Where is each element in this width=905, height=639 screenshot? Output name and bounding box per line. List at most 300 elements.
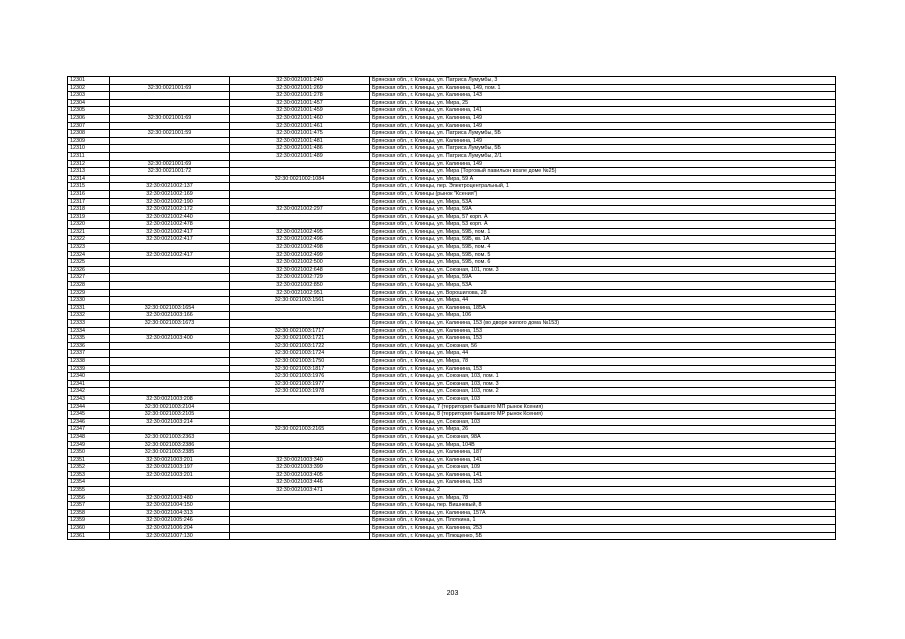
table-row — [68, 380, 836, 388]
cell-parent-cadastral-number: 32:30:0021001:69 — [110, 160, 230, 168]
table-row — [68, 357, 836, 365]
cell-record-number: 12301 — [68, 77, 110, 85]
cell-cadastral-number: 32:30:0021003:1561 — [230, 297, 370, 305]
cell-parent-cadastral-number — [110, 122, 230, 130]
cell-address: Брянская обл., г. Клинцы, ул. Союзная, 98А — [370, 433, 836, 441]
cell-cadastral-number — [230, 320, 370, 328]
table-row — [68, 449, 836, 457]
cell-parent-cadastral-number: 32:30:0021002:417 — [110, 236, 230, 244]
cell-cadastral-number: 32:30:0021003:1817 — [230, 365, 370, 373]
cell-cadastral-number — [230, 198, 370, 206]
table-row — [68, 395, 836, 403]
cell-parent-cadastral-number: 32:30:0021003:2386 — [110, 441, 230, 449]
cell-record-number: 12324 — [68, 251, 110, 259]
cell-cadastral-number: 32:30:0021003:1976 — [230, 373, 370, 381]
cell-parent-cadastral-number: 32:30:0021003:1654 — [110, 304, 230, 312]
cell-record-number: 12304 — [68, 99, 110, 107]
cell-parent-cadastral-number: 32:30:0021002:478 — [110, 221, 230, 229]
cell-address: Брянская обл., г. Клинцы, ул. Мира, 53А — [370, 198, 836, 206]
table-row — [68, 236, 836, 244]
cell-record-number: 12336 — [68, 342, 110, 350]
cell-address: Брянская обл., г. Клинцы, ул. Мира, 53А — [370, 282, 836, 290]
cell-record-number: 12307 — [68, 122, 110, 130]
cell-cadastral-number — [230, 418, 370, 426]
cell-address: Брянская обл., г. Клинцы, ул. Союзная, 109 — [370, 464, 836, 472]
cell-cadastral-number: 32:30:0021002:729 — [230, 274, 370, 282]
table-row — [68, 92, 836, 100]
cell-parent-cadastral-number — [110, 92, 230, 100]
table-row — [68, 411, 836, 419]
table-row — [68, 304, 836, 312]
cell-parent-cadastral-number: 32:30:0021003:201 — [110, 471, 230, 479]
table-row — [68, 312, 836, 320]
cell-address: Брянская обл., г. Клинцы, ул. Союзная, 103 — [370, 395, 836, 403]
cell-cadastral-number: 32:30:0021001:461 — [230, 122, 370, 130]
table-row — [68, 198, 836, 206]
cell-address: Брянская обл., г. Клинцы, ул. Мира, 59Б, пом. 5 — [370, 251, 836, 259]
cell-address: Брянская обл., г. Клинцы, 7 (территория бывшего МП рынок Ксения) — [370, 403, 836, 411]
cell-record-number: 12360 — [68, 525, 110, 533]
cell-cadastral-number: 32:30:0021001:459 — [230, 107, 370, 115]
cell-parent-cadastral-number: 32:30:0021004:313 — [110, 509, 230, 517]
cell-record-number: 12326 — [68, 266, 110, 274]
cell-address: Брянская обл., г. Клинцы, пер. Электроцентральный, 1 — [370, 183, 836, 191]
cell-parent-cadastral-number: 32:30:0021003:197 — [110, 464, 230, 472]
cell-record-number: 12334 — [68, 327, 110, 335]
cell-parent-cadastral-number: 32:30:0021003:2385 — [110, 449, 230, 457]
cell-cadastral-number: 32:30:0021003:405 — [230, 471, 370, 479]
cell-parent-cadastral-number: 32:30:0021003:480 — [110, 494, 230, 502]
cell-parent-cadastral-number: 32:30:0021003:166 — [110, 312, 230, 320]
cell-cadastral-number: 32:30:0021003:446 — [230, 479, 370, 487]
cell-address: Брянская обл., г. Клинцы, ул. Патриса Лумумбы, 3 — [370, 77, 836, 85]
table-row — [68, 335, 836, 343]
table-row — [68, 175, 836, 183]
cell-parent-cadastral-number — [110, 388, 230, 396]
cell-record-number: 12317 — [68, 198, 110, 206]
cell-record-number: 12337 — [68, 350, 110, 358]
cell-address: Брянская обл., г. Клинцы, ул. Мира, 78 — [370, 494, 836, 502]
cell-address: Брянская обл., г. Клинцы, ул. Мира, 59Б, пом. 1 — [370, 228, 836, 236]
cell-parent-cadastral-number — [110, 350, 230, 358]
cell-parent-cadastral-number — [110, 380, 230, 388]
cell-address: Брянская обл., г. Клинцы, ул. Мира, 59А — [370, 274, 836, 282]
table-row — [68, 160, 836, 168]
cell-address: Брянская обл., г. Клинцы, ул. Союзная, 101, пом. 3 — [370, 266, 836, 274]
cell-parent-cadastral-number — [110, 152, 230, 160]
cell-cadastral-number: 32:30:0021003:1717 — [230, 327, 370, 335]
cell-cadastral-number — [230, 395, 370, 403]
cell-record-number: 12319 — [68, 213, 110, 221]
table-row — [68, 525, 836, 533]
cell-cadastral-number: 32:30:0021001:278 — [230, 92, 370, 100]
cell-address: Брянская обл., г. Клинцы, ул. Калинина, 187 — [370, 449, 836, 457]
cell-address: Брянская обл., г. Клинцы, ул. Ворошилова, 28 — [370, 289, 836, 297]
cell-address: Брянская обл., г. Клинцы, ул. Калинина, 153 — [370, 479, 836, 487]
cell-address: Брянская обл., г. Клинцы, пер. Вишневый, 8 — [370, 502, 836, 510]
cell-cadastral-number: 32:30:0021003:2165 — [230, 426, 370, 434]
table-row — [68, 183, 836, 191]
cell-address: Брянская обл., г. Клинцы, ул. Калинина, 153 — [370, 327, 836, 335]
cell-address: Брянская обл., г. Клинцы, ул. Мира, 25 — [370, 99, 836, 107]
table-row — [68, 152, 836, 160]
table-row — [68, 274, 836, 282]
table-row — [68, 327, 836, 335]
table-row — [68, 122, 836, 130]
cell-parent-cadastral-number — [110, 373, 230, 381]
cell-parent-cadastral-number — [110, 297, 230, 305]
cell-cadastral-number — [230, 532, 370, 540]
cell-record-number: 12309 — [68, 137, 110, 145]
cell-address: Брянская обл., г. Клинцы, ул. Калинина, 185А — [370, 304, 836, 312]
cell-cadastral-number: 32:30:0021002:850 — [230, 282, 370, 290]
cell-record-number: 12328 — [68, 282, 110, 290]
cell-address: Брянская обл., г. Клинцы, ул. Калинина, 149 — [370, 137, 836, 145]
cell-record-number: 12346 — [68, 418, 110, 426]
cell-address: Брянская обл., г. Клинцы, ул. Калинина, 141 — [370, 471, 836, 479]
table-row — [68, 168, 836, 176]
cell-cadastral-number: 32:30:0021001:457 — [230, 99, 370, 107]
cell-parent-cadastral-number: 32:30:0021002:137 — [110, 183, 230, 191]
table-row — [68, 266, 836, 274]
cell-address: Брянская обл., г. Клинцы, ул. Калинина, 143 — [370, 92, 836, 100]
table-row — [68, 244, 836, 252]
cell-parent-cadastral-number: 32:30:0021003:400 — [110, 335, 230, 343]
cell-record-number: 12350 — [68, 449, 110, 457]
cell-address: Брянская обл., г. Клинцы, ул. Калинина, 141 — [370, 456, 836, 464]
cell-parent-cadastral-number: 32:30:0021003:2104 — [110, 403, 230, 411]
cell-parent-cadastral-number: 32:30:0021002:417 — [110, 251, 230, 259]
table-row — [68, 206, 836, 214]
cell-parent-cadastral-number — [110, 244, 230, 252]
cell-record-number: 12302 — [68, 84, 110, 92]
cell-parent-cadastral-number — [110, 289, 230, 297]
table-row — [68, 365, 836, 373]
cell-record-number: 12335 — [68, 335, 110, 343]
cell-parent-cadastral-number: 32:30:0021004:150 — [110, 502, 230, 510]
table-row — [68, 350, 836, 358]
table-row — [68, 99, 836, 107]
cell-address: Брянская обл., г. Клинцы, ул. Калинина, 157А — [370, 509, 836, 517]
table-row — [68, 494, 836, 502]
cell-address: Брянская обл., г. Клинцы, ул. Калинина, 149 — [370, 160, 836, 168]
cell-record-number: 12318 — [68, 206, 110, 214]
cell-address: Брянская обл., г. Клинцы, ул. Мира, 53 корп. А — [370, 221, 836, 229]
cell-record-number: 12356 — [68, 494, 110, 502]
cell-parent-cadastral-number — [110, 137, 230, 145]
cell-address: Брянская обл., г. Клинцы, ул. Союзная, 103 — [370, 418, 836, 426]
cell-cadastral-number: 32:30:0021001:269 — [230, 84, 370, 92]
cell-parent-cadastral-number — [110, 259, 230, 267]
cell-cadastral-number — [230, 509, 370, 517]
cell-cadastral-number: 32:30:0021001:489 — [230, 152, 370, 160]
table-row — [68, 130, 836, 138]
table-row — [68, 388, 836, 396]
cell-cadastral-number: 32:30:0021002:1084 — [230, 175, 370, 183]
cell-address: Брянская обл., г. Клинцы, ул. Плоткина, 1 — [370, 517, 836, 525]
cell-parent-cadastral-number: 32:30:0021003:208 — [110, 395, 230, 403]
table-row — [68, 251, 836, 259]
cell-address: Брянская обл., г. Клинцы, ул. Союзная, 103, пом. 3 — [370, 380, 836, 388]
cell-cadastral-number: 32:30:0021002:499 — [230, 251, 370, 259]
cell-record-number: 12320 — [68, 221, 110, 229]
cell-record-number: 12312 — [68, 160, 110, 168]
cell-record-number: 12342 — [68, 388, 110, 396]
cell-parent-cadastral-number: 32:30:0021007:130 — [110, 532, 230, 540]
registry-table-body — [68, 77, 836, 540]
cell-record-number: 12313 — [68, 168, 110, 176]
table-row — [68, 433, 836, 441]
cell-parent-cadastral-number: 32:30:0021001:72 — [110, 168, 230, 176]
table-row — [68, 487, 836, 495]
cell-address: Брянская обл., г. Клинцы, 2 — [370, 487, 836, 495]
cell-record-number: 12345 — [68, 411, 110, 419]
cell-record-number: 12310 — [68, 145, 110, 153]
cell-address: Брянская обл., г. Клинцы, ул. Мира, 59А — [370, 206, 836, 214]
cell-parent-cadastral-number: 32:30:0021003:201 — [110, 456, 230, 464]
table-row — [68, 84, 836, 92]
cell-record-number: 12341 — [68, 380, 110, 388]
cell-record-number: 12327 — [68, 274, 110, 282]
cell-cadastral-number — [230, 517, 370, 525]
cell-cadastral-number — [230, 502, 370, 510]
cell-parent-cadastral-number — [110, 327, 230, 335]
cell-record-number: 12354 — [68, 479, 110, 487]
cell-parent-cadastral-number — [110, 145, 230, 153]
table-row — [68, 479, 836, 487]
cell-cadastral-number — [230, 312, 370, 320]
cell-record-number: 12303 — [68, 92, 110, 100]
cell-address: Брянская обл., г. Клинцы, ул. Патриса Лумумбы, 2/1 — [370, 152, 836, 160]
registry-table — [67, 76, 836, 540]
cell-parent-cadastral-number — [110, 99, 230, 107]
cell-parent-cadastral-number: 32:30:0021002:190 — [110, 198, 230, 206]
table-row — [68, 289, 836, 297]
cell-address: Брянская обл., г. Клинцы, ул. Мира, 44 — [370, 297, 836, 305]
cell-cadastral-number: 32:30:0021003:1977 — [230, 380, 370, 388]
cell-cadastral-number — [230, 403, 370, 411]
cell-cadastral-number — [230, 525, 370, 533]
cell-cadastral-number: 32:30:0021002:496 — [230, 236, 370, 244]
cell-address: Брянская обл., г. Клинцы, ул. Калинина, 253 — [370, 525, 836, 533]
cell-record-number: 12331 — [68, 304, 110, 312]
cell-record-number: 12338 — [68, 357, 110, 365]
cell-cadastral-number — [230, 449, 370, 457]
table-row — [68, 320, 836, 328]
cell-address: Брянская обл., г. Клинцы, ул. Союзная, 103, пом. 2 — [370, 388, 836, 396]
table-row — [68, 213, 836, 221]
cell-record-number: 12329 — [68, 289, 110, 297]
cell-parent-cadastral-number: 32:30:0021006:204 — [110, 525, 230, 533]
cell-parent-cadastral-number: 32:30:0021005:246 — [110, 517, 230, 525]
cell-record-number: 12316 — [68, 190, 110, 198]
cell-cadastral-number — [230, 213, 370, 221]
table-row — [68, 259, 836, 267]
cell-cadastral-number: 32:30:0021003:1750 — [230, 357, 370, 365]
table-row — [68, 403, 836, 411]
table-row — [68, 342, 836, 350]
cell-cadastral-number: 32:30:0021002:648 — [230, 266, 370, 274]
cell-address: Брянская обл., г. Клинцы, ул. Мира, 59Б, пом. 4 — [370, 244, 836, 252]
cell-record-number: 12330 — [68, 297, 110, 305]
cell-address: Брянская обл., г. Клинцы, ул. Мира, 57 корп. А — [370, 213, 836, 221]
table-row — [68, 137, 836, 145]
cell-cadastral-number — [230, 304, 370, 312]
cell-cadastral-number — [230, 190, 370, 198]
cell-cadastral-number: 32:30:0021002:297 — [230, 206, 370, 214]
cell-record-number: 12315 — [68, 183, 110, 191]
cell-cadastral-number: 32:30:0021003:1721 — [230, 335, 370, 343]
cell-cadastral-number: 32:30:0021001:481 — [230, 137, 370, 145]
cell-cadastral-number — [230, 160, 370, 168]
cell-address: Брянская обл., г. Клинцы, ул. Калинина, 149, пом. 1 — [370, 84, 836, 92]
cell-address: Брянская обл., г. Клинцы, ул. Калинина, 153 (во дворе жилого дома №153) — [370, 320, 836, 328]
cell-record-number: 12344 — [68, 403, 110, 411]
table-row — [68, 509, 836, 517]
cell-record-number: 12325 — [68, 259, 110, 267]
cell-address: Брянская обл., г. Клинцы, ул. Мира (Торговый павильон возле доме №25) — [370, 168, 836, 176]
cell-parent-cadastral-number: 32:30:0021001:69 — [110, 114, 230, 122]
table-row — [68, 373, 836, 381]
table-row — [68, 441, 836, 449]
cell-cadastral-number — [230, 221, 370, 229]
cell-address: Брянская обл., г. Клинцы (рынок "Ксения") — [370, 190, 836, 198]
cell-record-number: 12357 — [68, 502, 110, 510]
cell-address: Брянская обл., г. Клинцы, ул. Мира, 26 — [370, 426, 836, 434]
cell-record-number: 12314 — [68, 175, 110, 183]
cell-cadastral-number — [230, 168, 370, 176]
cell-cadastral-number: 32:30:0021003:1978 — [230, 388, 370, 396]
cell-address: Брянская обл., г. Клинцы, ул. Мира, 59 А — [370, 175, 836, 183]
cell-address: Брянская обл., г. Клинцы, ул. Мира, 78 — [370, 357, 836, 365]
cell-record-number: 12332 — [68, 312, 110, 320]
cell-record-number: 12333 — [68, 320, 110, 328]
cell-record-number: 12359 — [68, 517, 110, 525]
cell-cadastral-number: 32:30:0021002:495 — [230, 228, 370, 236]
cell-address: Брянская обл., г. Клинцы, ул. Калинина, 153 — [370, 335, 836, 343]
cell-parent-cadastral-number: 32:30:0021001:69 — [110, 84, 230, 92]
cell-parent-cadastral-number: 32:30:0021002:440 — [110, 213, 230, 221]
cell-address: Брянская обл., г. Клинцы, ул. Патриса Лумумбы, 5Б — [370, 145, 836, 153]
cell-parent-cadastral-number: 32:30:0021003:2363 — [110, 433, 230, 441]
cell-cadastral-number: 32:30:0021003:1722 — [230, 342, 370, 350]
cell-parent-cadastral-number: 32:30:0021003:1673 — [110, 320, 230, 328]
cell-record-number: 12343 — [68, 395, 110, 403]
cell-record-number: 12340 — [68, 373, 110, 381]
cell-cadastral-number: 32:30:0021003:399 — [230, 464, 370, 472]
cell-parent-cadastral-number: 32:30:0021003:214 — [110, 418, 230, 426]
cell-record-number: 12355 — [68, 487, 110, 495]
cell-cadastral-number: 32:30:0021003:340 — [230, 456, 370, 464]
cell-cadastral-number — [230, 433, 370, 441]
cell-parent-cadastral-number: 32:30:0021001:59 — [110, 130, 230, 138]
cell-address: Брянская обл., г. Клинцы, ул. Калинина, 149 — [370, 114, 836, 122]
cell-address: Брянская обл., г. Клинцы, ул. Союзная, 103, пом. 1 — [370, 373, 836, 381]
table-row — [68, 77, 836, 85]
cell-address: Брянская обл., г. Клинцы, ул. Калинина, 141 — [370, 107, 836, 115]
cell-cadastral-number: 32:30:0021001:460 — [230, 114, 370, 122]
table-row — [68, 502, 836, 510]
cell-cadastral-number — [230, 411, 370, 419]
cell-cadastral-number — [230, 183, 370, 191]
cell-address: Брянская обл., г. Клинцы, ул. Плющенко, 5Б — [370, 532, 836, 540]
cell-cadastral-number: 32:30:0021001:486 — [230, 145, 370, 153]
cell-parent-cadastral-number — [110, 357, 230, 365]
table-row — [68, 145, 836, 153]
cell-address: Брянская обл., г. Клинцы, ул. Мира, 104В — [370, 441, 836, 449]
cell-address: Брянская обл., г. Клинцы, ул. Мира, 44 — [370, 350, 836, 358]
cell-record-number: 12305 — [68, 107, 110, 115]
cell-cadastral-number: 32:30:0021001:475 — [230, 130, 370, 138]
cell-record-number: 12306 — [68, 114, 110, 122]
cell-record-number: 12349 — [68, 441, 110, 449]
cell-cadastral-number — [230, 441, 370, 449]
table-row — [68, 297, 836, 305]
table-row — [68, 426, 836, 434]
cell-parent-cadastral-number — [110, 274, 230, 282]
cell-parent-cadastral-number: 32:30:0021002:417 — [110, 228, 230, 236]
cell-address: Брянская обл., г. Клинцы, ул. Мира, 59Б, кв. 1А — [370, 236, 836, 244]
cell-parent-cadastral-number — [110, 175, 230, 183]
cell-record-number: 12352 — [68, 464, 110, 472]
cell-parent-cadastral-number — [110, 426, 230, 434]
page-number: 203 — [446, 590, 459, 597]
cell-cadastral-number: 32:30:0021001:240 — [230, 77, 370, 85]
table-row — [68, 221, 836, 229]
cell-address: Брянская обл., г. Клинцы, ул. Союзная, 56 — [370, 342, 836, 350]
cell-parent-cadastral-number — [110, 487, 230, 495]
cell-cadastral-number: 32:30:0021002:951 — [230, 289, 370, 297]
cell-parent-cadastral-number — [110, 77, 230, 85]
table-row — [68, 456, 836, 464]
cell-record-number: 12311 — [68, 152, 110, 160]
cell-record-number: 12321 — [68, 228, 110, 236]
table-row — [68, 517, 836, 525]
cell-cadastral-number: 32:30:0021002:500 — [230, 259, 370, 267]
cell-cadastral-number — [230, 494, 370, 502]
table-row — [68, 471, 836, 479]
table-row — [68, 107, 836, 115]
table-row — [68, 228, 836, 236]
table-row — [68, 464, 836, 472]
cell-parent-cadastral-number — [110, 266, 230, 274]
cell-parent-cadastral-number — [110, 107, 230, 115]
cell-address: Брянская обл., г. Клинцы, ул. Патриса Лумумбы, 5Б — [370, 130, 836, 138]
cell-address: Брянская обл., г. Клинцы, ул. Мира, 106 — [370, 312, 836, 320]
cell-record-number: 12339 — [68, 365, 110, 373]
cell-parent-cadastral-number: 32:30:0021002:169 — [110, 190, 230, 198]
cell-cadastral-number: 32:30:0021003:471 — [230, 487, 370, 495]
cell-record-number: 12322 — [68, 236, 110, 244]
cell-address: Брянская обл., г. Клинцы, ул. Калинина, 153 — [370, 365, 836, 373]
table-row — [68, 282, 836, 290]
cell-parent-cadastral-number — [110, 365, 230, 373]
cell-record-number: 12351 — [68, 456, 110, 464]
cell-parent-cadastral-number — [110, 342, 230, 350]
cell-record-number: 12358 — [68, 509, 110, 517]
cell-record-number: 12348 — [68, 433, 110, 441]
table-row — [68, 418, 836, 426]
cell-record-number: 12308 — [68, 130, 110, 138]
cell-cadastral-number: 32:30:0021003:1724 — [230, 350, 370, 358]
cell-record-number: 12361 — [68, 532, 110, 540]
cell-address: Брянская обл., г. Клинцы, ул. Калинина, 149 — [370, 122, 836, 130]
cell-record-number: 12347 — [68, 426, 110, 434]
cell-parent-cadastral-number — [110, 479, 230, 487]
cell-address: Брянская обл., г. Клинцы, ул. Мира, 59Б, пом. 6 — [370, 259, 836, 267]
table-row — [68, 532, 836, 540]
cell-cadastral-number: 32:30:0021002:498 — [230, 244, 370, 252]
